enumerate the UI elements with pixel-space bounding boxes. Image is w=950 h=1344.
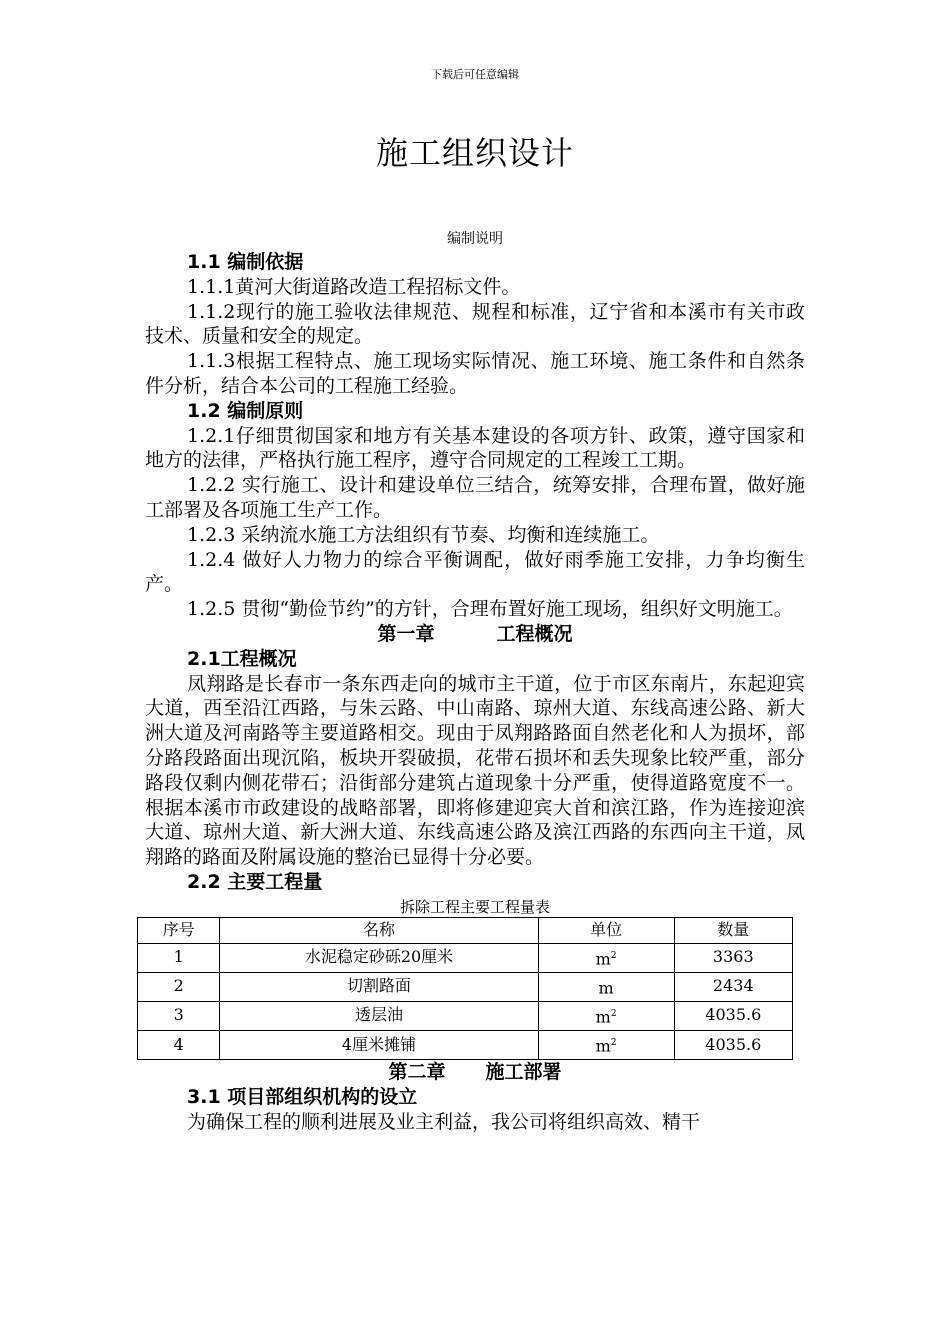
column-header-no: 序号 bbox=[138, 917, 220, 943]
document-body bbox=[145, 250, 805, 1134]
table-row bbox=[138, 943, 793, 972]
section-heading-3-1: 3.1 项目部组织机构的设立 bbox=[187, 1085, 418, 1108]
cell-qty: 2434 bbox=[674, 972, 792, 1001]
table-row bbox=[138, 972, 793, 1001]
section-heading-2-2: 2.2 主要工程量 bbox=[187, 870, 323, 893]
paragraph-1-1-1: 1.1.1黄河大街道路改造工程招标文件。 bbox=[187, 275, 521, 298]
cell-name: 切割路面 bbox=[220, 972, 538, 1001]
paragraph-1-2-5: 1.2.5 贯彻“勤俭节约”的方针，合理布置好施工现场，组织好文明施工。 bbox=[187, 598, 793, 621]
chapter-one-heading bbox=[145, 622, 805, 647]
section-heading-1-1: 1.1 编制依据 bbox=[187, 251, 304, 273]
table-header-row bbox=[138, 917, 793, 943]
table-row bbox=[138, 1030, 793, 1059]
unit-superscript: 2 bbox=[610, 1008, 617, 1019]
unit-text: m bbox=[595, 1036, 611, 1056]
paragraph-1-2-2: 1.2.2 实行施工、设计和建设单位三结合，统筹安排，合理布置，做好施工部署及各项施工生产工作。 bbox=[145, 474, 805, 521]
unit-text: m bbox=[595, 948, 611, 968]
document-subtitle: 编制说明 bbox=[447, 231, 503, 247]
chapter-one-name: 工程概况 bbox=[496, 622, 573, 645]
chapter-two-number: 第二章 bbox=[388, 1061, 446, 1084]
unit-superscript: 2 bbox=[610, 950, 617, 961]
unit-text: m bbox=[598, 977, 614, 997]
paragraph-3-1: 为确保工程的顺利进展及业主利益，我公司将组织高效、精干 bbox=[187, 1110, 701, 1133]
cell-qty: 3363 bbox=[674, 943, 792, 972]
column-header-unit: 单位 bbox=[538, 917, 674, 943]
paragraph-1-1-3: 1.1.3根据工程特点、施工现场实际情况、施工环境、施工条件和自然条件分析，结合本公司的工程施工经验。 bbox=[145, 350, 805, 397]
cell-no: 2 bbox=[138, 972, 220, 1001]
cell-unit bbox=[538, 1001, 674, 1030]
chapter-two-heading bbox=[145, 1060, 805, 1085]
chapter-one-number: 第一章 bbox=[377, 622, 435, 645]
cell-name: 4厘米摊铺 bbox=[220, 1030, 538, 1059]
unit-superscript: 2 bbox=[610, 1037, 617, 1048]
section-heading-2-1: 2.1工程概况 bbox=[187, 647, 297, 670]
quantity-table bbox=[137, 917, 793, 1060]
section-heading-1-2: 1.2 编制原则 bbox=[187, 399, 304, 422]
table-row bbox=[138, 1001, 793, 1030]
cell-unit bbox=[538, 1030, 674, 1059]
cell-unit bbox=[538, 943, 674, 972]
table-caption: 拆除工程主要工程量表 bbox=[399, 897, 550, 916]
document-title: 施工组织设计 bbox=[375, 134, 574, 172]
paragraph-2-1: 凤翔路是长春市一条东西走向的城市主干道，位于市区东南片，东起迎宾大道，西至沿江西路，与朱云路、中山南路、琼州大道、东线高速公路、新大洲大道及河南路等主要道路相交。现由于凤翔路路面自然老化和人为损坏，部分路段路面出现沉陷，板块开裂破损，花带石损坏和丢失现象比较严重，部分路段仅剩内侧花带石；沿街部分建筑占道现象十分严重，使得道路宽度不一。根据本溪市市政建设的战略部署，即将修建迎宾大首和滨江路，作为连接迎滨大道、琼州大道、新大洲大道、东线高速公路及滨江西路的东西向主干道，凤翔路的路面及附属设施的整治已显得十分必要。 bbox=[145, 672, 805, 869]
paragraph-1-1-2: 1.1.2现行的施工验收法律规范、规程和标准，辽宁省和本溪市有关市政技术、质量和安全的规定。 bbox=[145, 300, 805, 348]
paragraph-1-2-3: 1.2.3 采纳流水施工方法组织有节奏、均衡和连续施工。 bbox=[187, 523, 660, 546]
cell-no: 4 bbox=[138, 1030, 220, 1059]
cell-qty: 4035.6 bbox=[674, 1030, 792, 1059]
column-header-qty: 数量 bbox=[674, 917, 792, 943]
cell-unit bbox=[538, 972, 674, 1001]
cell-name: 透层油 bbox=[220, 1001, 538, 1030]
cell-no: 1 bbox=[138, 943, 220, 972]
unit-text: m bbox=[595, 1007, 611, 1027]
paragraph-1-2-1: 1.2.1仔细贯彻国家和地方有关基本建设的各项方针、政策，遵守国家和地方的法律，严格执行施工程序，遵守合同规定的工程竣工工期。 bbox=[145, 424, 805, 472]
page-header: 下载后可任意编辑 bbox=[431, 68, 519, 81]
cell-no: 3 bbox=[138, 1001, 220, 1030]
cell-qty: 4035.6 bbox=[674, 1001, 792, 1030]
paragraph-1-2-4: 1.2.4 做好人力物力的综合平衡调配，做好雨季施工安排，力争均衡生产。 bbox=[145, 548, 805, 596]
cell-name: 水泥稳定砂砾20厘米 bbox=[220, 943, 538, 972]
chapter-two-name: 施工部署 bbox=[485, 1061, 562, 1084]
column-header-name: 名称 bbox=[220, 917, 538, 943]
